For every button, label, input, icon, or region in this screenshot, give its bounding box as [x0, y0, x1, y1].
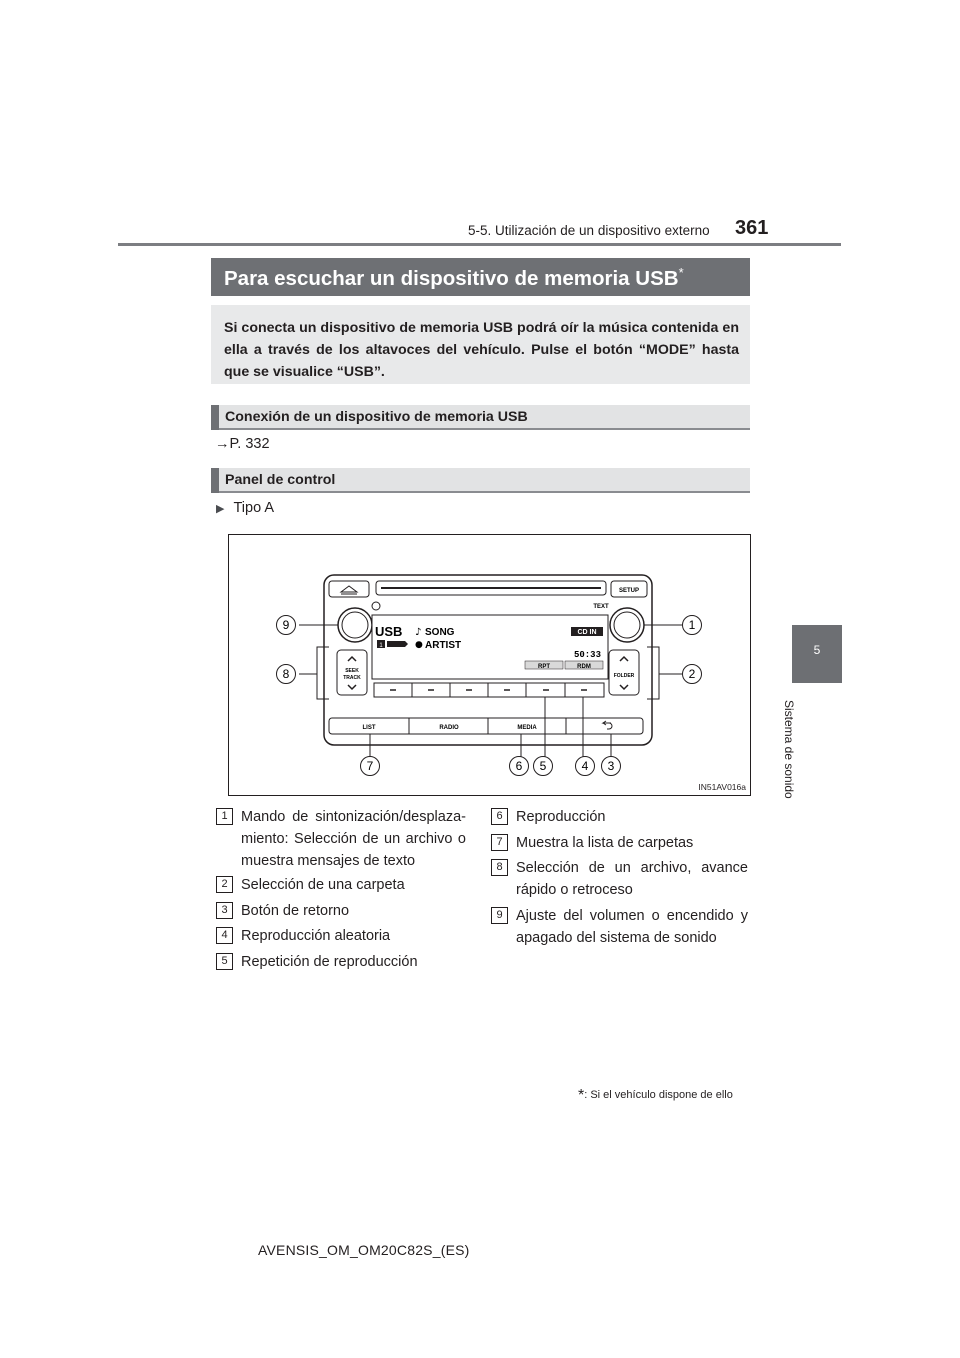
page-number: 361: [735, 217, 769, 239]
tune-knob: [610, 608, 644, 642]
item-number: 3: [216, 902, 233, 919]
chapter-tab: [792, 625, 842, 683]
item-text: Repetición de reproducción: [241, 954, 418, 970]
item-text: Muestra la lista de carpetas: [516, 835, 694, 851]
item-number: 6: [491, 808, 508, 825]
footnote: [578, 1087, 733, 1105]
footnote-text: : Si el vehículo dispone de ello: [584, 1089, 733, 1101]
callout-3: 3: [607, 759, 615, 773]
item-number: 2: [216, 876, 233, 893]
type-label: [216, 500, 274, 516]
item-number: 7: [491, 834, 508, 851]
type-label-text: Tipo A: [233, 500, 275, 516]
volume-knob: [338, 608, 372, 642]
text-label: TEXT: [593, 604, 609, 610]
subheading-connection: [211, 405, 750, 430]
item-number: 1: [216, 808, 233, 825]
item-text: Mando de sintonización/desplazamiento: Selección de un archivo o muestra mensajes de texto: [241, 809, 466, 869]
song-label: SONG: [425, 627, 455, 638]
radio-label: RADIO: [439, 725, 459, 731]
cd-in-label: CD IN: [577, 629, 597, 636]
eject-button: [329, 581, 369, 597]
item-number: 4: [216, 927, 233, 944]
item-text: Ajuste del volumen o encendido y apagado del sistema de sonido: [516, 908, 748, 946]
item-number: 9: [491, 907, 508, 924]
header-rule: [118, 243, 841, 246]
artist-label: ARTIST: [425, 640, 462, 651]
preset-button-row: [374, 683, 604, 697]
track-label: TRACK: [343, 675, 361, 681]
bottom-button-row: [329, 718, 643, 734]
folder-label: FOLDER: [613, 673, 635, 679]
item-number: 8: [491, 859, 508, 876]
rdm-label: RDM: [577, 664, 591, 670]
time-label: 50:33: [573, 650, 601, 660]
track-no: 1: [379, 643, 383, 649]
subheading-bar: [211, 468, 219, 493]
chapter-number: 5: [813, 643, 821, 657]
callout-2: 2: [688, 667, 696, 681]
display-screen: [372, 615, 608, 679]
intro-text: Si conecta un dispositivo de memoria USB podrá oír la música contenida en ella a través de los altavoces del vehículo. Pulse el botón “MODE” hasta que se visualice “USB”.: [224, 320, 739, 380]
control-panel-figure: [228, 534, 751, 796]
callout-9: 9: [282, 618, 290, 632]
figure-code: IN51AV016a: [698, 782, 746, 792]
callout-6: 6: [515, 759, 523, 773]
callout-4: 4: [581, 759, 589, 773]
page-reference[interactable]: →P. 332: [215, 436, 270, 452]
rpt-label: RPT: [538, 664, 550, 670]
asterisk-marker: *: [678, 265, 684, 280]
subheading-text: Conexión de un dispositivo de memoria USB: [225, 409, 528, 425]
setup-label: SETUP: [618, 588, 640, 594]
item-text: Botón de retorno: [241, 903, 350, 919]
person-icon: ●: [415, 640, 423, 650]
subheading-panel: [211, 468, 750, 493]
audio-unit-illustration: [229, 535, 750, 795]
media-label: MEDIA: [517, 725, 537, 731]
item-text: Selección de un archivo, avance rápido o retroceso: [516, 860, 748, 898]
callout-7: 7: [366, 759, 374, 773]
usb-stick-icon: [387, 641, 408, 647]
callout-1: 1: [688, 618, 696, 632]
item-text: Selección de una carpeta: [241, 877, 405, 893]
callout-8: 8: [282, 667, 290, 681]
usb-label: USB: [375, 624, 403, 639]
item-text: Reproducción aleatoria: [241, 928, 391, 944]
subheading-bar: [211, 405, 219, 430]
footer-code: AVENSIS_OM_OM20C82S_(ES): [258, 1242, 470, 1258]
seek-label: SEEK: [345, 668, 359, 674]
item-number: 5: [216, 953, 233, 970]
triangle-bullet-icon: ▶: [216, 503, 225, 515]
callout-5: 5: [539, 759, 547, 773]
asterisk-icon: *: [578, 1087, 585, 1104]
list-label: LIST: [362, 725, 376, 731]
chapter-title: Sistema de sonido: [782, 700, 796, 799]
section-title: 5-5. Utilización de un dispositivo externo: [468, 223, 710, 238]
item-text: Reproducción: [516, 809, 606, 825]
main-heading: [211, 258, 750, 296]
music-note-icon: ♪: [415, 627, 422, 638]
main-heading-text: Para escuchar un dispositivo de memoria USB: [224, 266, 679, 290]
chapter-title-vertical: [780, 700, 800, 810]
intro-box: [211, 305, 750, 384]
subheading-text: Panel de control: [225, 472, 336, 488]
